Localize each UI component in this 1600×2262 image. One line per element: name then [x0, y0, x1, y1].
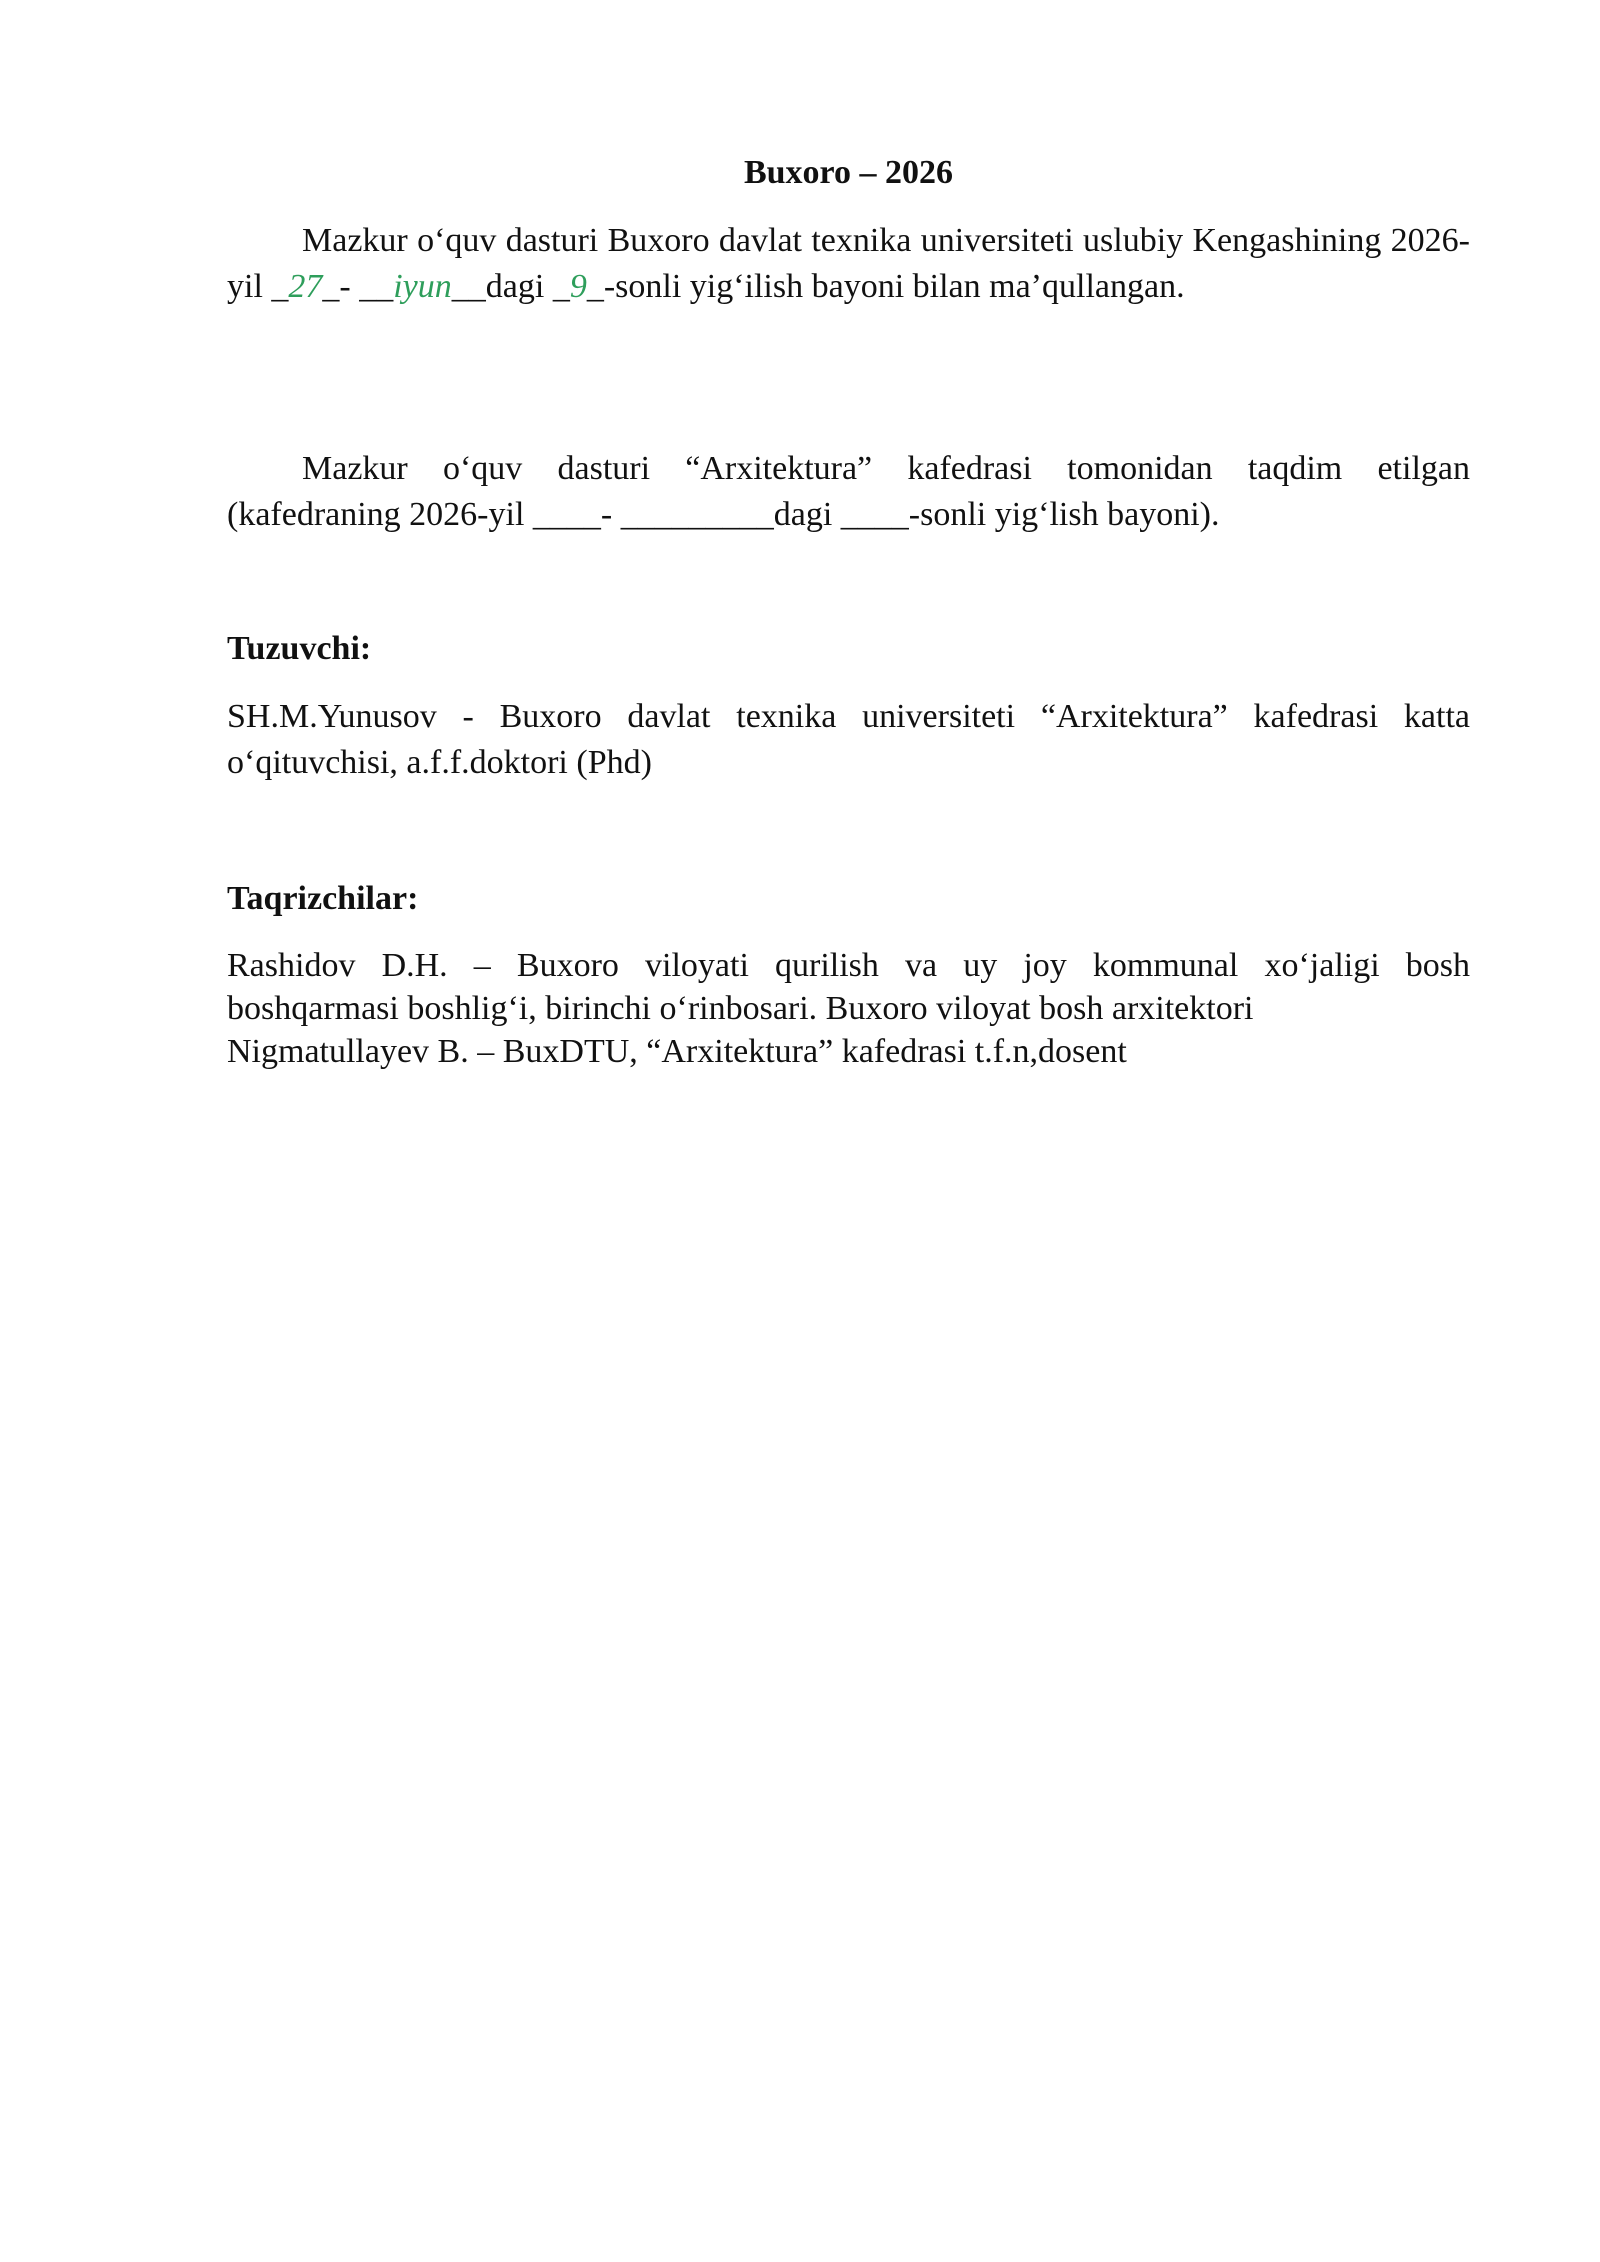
approval-paragraph [227, 218, 1470, 310]
approval-separator-1: _- __ [322, 268, 394, 305]
reviewer-line-1: Rashidov D.H. – Buxoro viloyati qurilish va uy joy kommunal xo‘jaligi bosh [227, 947, 1470, 984]
approval-separator-2: __dagi _ [451, 268, 570, 305]
approval-day: 27 [288, 268, 323, 305]
approval-month: iyun [393, 268, 452, 305]
reviewers-label: Taqrizchilar: [227, 880, 419, 917]
approval-text-start: Mazkur o‘quv dasturi Buxoro davlat texnika universiteti uslubiy Kengashining 2026-yil _ [227, 222, 1470, 305]
author-line-1: SH.M.Yunusov - Buxoro davlat texnika universiteti “Arxitektura” kafedrasi katta [227, 698, 1470, 735]
author-line-2: o‘qituvchisi, a.f.f.doktori (Phd) [227, 744, 652, 781]
author-paragraph [227, 694, 1470, 786]
reviewer-line-2: boshqarmasi boshlig‘i, birinchi o‘rinbosari. Buxoro viloyat bosh arxitektori [227, 990, 1254, 1027]
approval-number: 9 [569, 268, 587, 305]
author-label: Tuzuvchi: [227, 630, 372, 667]
reviewer-line-3: Nigmatullayev B. – BuxDTU, “Arxitektura” kafedrasi t.f.n,dosent [227, 1033, 1127, 1070]
page-heading: Buxoro – 2026 [743, 154, 954, 191]
reviewers-paragraph [227, 944, 1470, 1073]
department-line-2: (kafedraning 2026-yil ____- _________dagi ____-sonli yig‘lish bayoni). [227, 496, 1220, 533]
department-paragraph [227, 446, 1470, 538]
approval-text-end: _-sonli yig‘ilish bayoni bilan ma’qullangan. [586, 268, 1185, 305]
department-line-1: Mazkur o‘quv dasturi “Arxitektura” kafedrasi tomonidan taqdim etilgan [302, 450, 1470, 487]
